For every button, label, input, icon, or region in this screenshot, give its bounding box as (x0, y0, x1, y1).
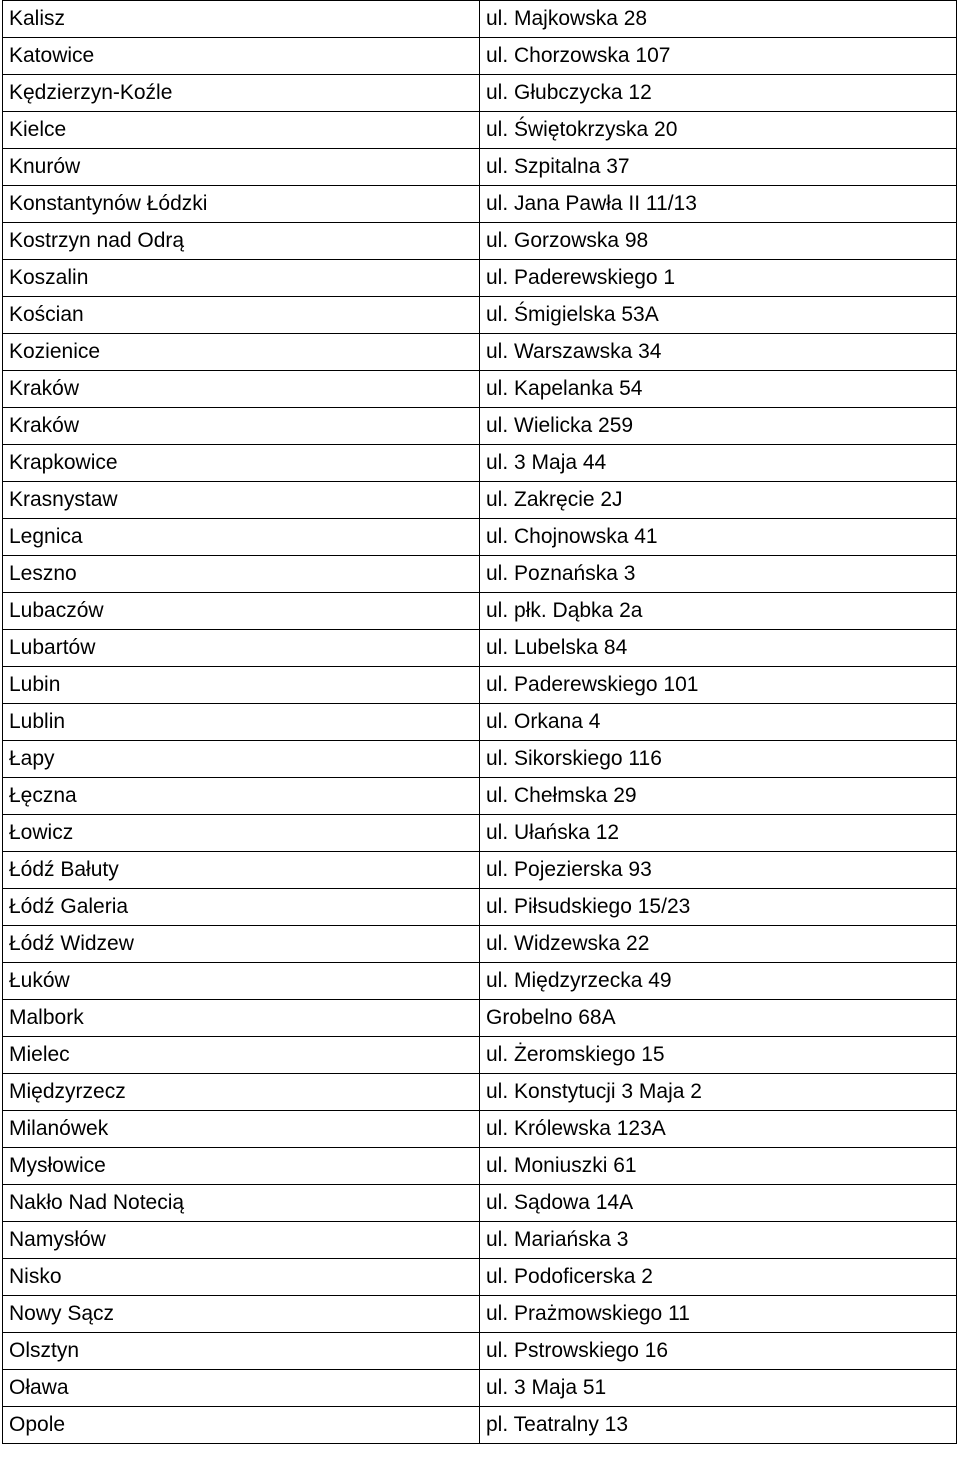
table-row (3, 186, 957, 223)
city-cell: Kostrzyn nad Odrą (3, 223, 480, 260)
street-cell: ul. Prażmowskiego 11 (480, 1296, 957, 1333)
city-cell: Kraków (3, 408, 480, 445)
city-cell: Kalisz (3, 1, 480, 38)
city-cell: Kędzierzyn-Koźle (3, 75, 480, 112)
city-cell: Łuków (3, 963, 480, 1000)
street-cell: ul. płk. Dąbka 2a (480, 593, 957, 630)
street-cell: ul. Lubelska 84 (480, 630, 957, 667)
city-cell: Mysłowice (3, 1148, 480, 1185)
street-cell: ul. Mariańska 3 (480, 1222, 957, 1259)
city-cell: Kozienice (3, 334, 480, 371)
table-row (3, 297, 957, 334)
table-row (3, 630, 957, 667)
table-row (3, 1407, 957, 1444)
city-cell: Koszalin (3, 260, 480, 297)
street-cell: pl. Teatralny 13 (480, 1407, 957, 1444)
city-cell: Legnica (3, 519, 480, 556)
street-cell: ul. Warszawska 34 (480, 334, 957, 371)
city-cell: Mielec (3, 1037, 480, 1074)
city-cell: Łapy (3, 741, 480, 778)
street-cell: ul. Poznańska 3 (480, 556, 957, 593)
table-row (3, 852, 957, 889)
street-cell: ul. Królewska 123A (480, 1111, 957, 1148)
table-row (3, 778, 957, 815)
street-cell: ul. Piłsudskiego 15/23 (480, 889, 957, 926)
city-cell: Nakło Nad Notecią (3, 1185, 480, 1222)
city-cell: Kraków (3, 371, 480, 408)
street-cell: ul. Śmigielska 53A (480, 297, 957, 334)
street-cell: ul. Głubczycka 12 (480, 75, 957, 112)
table-row (3, 1, 957, 38)
city-cell: Łódź Galeria (3, 889, 480, 926)
city-cell: Konstantynów Łódzki (3, 186, 480, 223)
city-cell: Krapkowice (3, 445, 480, 482)
city-cell: Opole (3, 1407, 480, 1444)
street-cell: ul. Sikorskiego 116 (480, 741, 957, 778)
street-cell: ul. Majkowska 28 (480, 1, 957, 38)
table-row (3, 1037, 957, 1074)
city-cell: Łęczna (3, 778, 480, 815)
street-cell: ul. Podoficerska 2 (480, 1259, 957, 1296)
table-row (3, 1333, 957, 1370)
table-row (3, 445, 957, 482)
street-cell: ul. Zakręcie 2J (480, 482, 957, 519)
city-cell: Kielce (3, 112, 480, 149)
table-row (3, 889, 957, 926)
table-row (3, 815, 957, 852)
table-row (3, 1296, 957, 1333)
city-cell: Knurów (3, 149, 480, 186)
table-row (3, 667, 957, 704)
street-cell: ul. Szpitalna 37 (480, 149, 957, 186)
city-cell: Nisko (3, 1259, 480, 1296)
table-row (3, 260, 957, 297)
table-row (3, 1222, 957, 1259)
street-cell: ul. Pojezierska 93 (480, 852, 957, 889)
city-cell: Krasnystaw (3, 482, 480, 519)
street-cell: ul. Świętokrzyska 20 (480, 112, 957, 149)
street-cell: ul. Chełmska 29 (480, 778, 957, 815)
street-cell: ul. Widzewska 22 (480, 926, 957, 963)
street-cell: ul. Chojnowska 41 (480, 519, 957, 556)
city-cell: Łowicz (3, 815, 480, 852)
street-cell: ul. Orkana 4 (480, 704, 957, 741)
street-cell: ul. Chorzowska 107 (480, 38, 957, 75)
table-row (3, 1185, 957, 1222)
city-cell: Lubartów (3, 630, 480, 667)
street-cell: ul. Paderewskiego 101 (480, 667, 957, 704)
street-cell: ul. 3 Maja 51 (480, 1370, 957, 1407)
street-cell: ul. Moniuszki 61 (480, 1148, 957, 1185)
table-row (3, 1111, 957, 1148)
city-cell: Międzyrzecz (3, 1074, 480, 1111)
street-cell: ul. Paderewskiego 1 (480, 260, 957, 297)
city-cell: Milanówek (3, 1111, 480, 1148)
table-row (3, 593, 957, 630)
table-row (3, 1148, 957, 1185)
street-cell: ul. Wielicka 259 (480, 408, 957, 445)
city-cell: Lubin (3, 667, 480, 704)
street-cell: ul. Pstrowskiego 16 (480, 1333, 957, 1370)
city-cell: Nowy Sącz (3, 1296, 480, 1333)
street-cell: ul. Jana Pawła II 11/13 (480, 186, 957, 223)
table-row (3, 741, 957, 778)
street-cell: ul. Sądowa 14A (480, 1185, 957, 1222)
street-cell: Grobelno 68A (480, 1000, 957, 1037)
street-cell: ul. Gorzowska 98 (480, 223, 957, 260)
city-cell: Malbork (3, 1000, 480, 1037)
table-row (3, 223, 957, 260)
table-row (3, 112, 957, 149)
street-cell: ul. Konstytucji 3 Maja 2 (480, 1074, 957, 1111)
street-cell: ul. 3 Maja 44 (480, 445, 957, 482)
city-cell: Lubaczów (3, 593, 480, 630)
address-table (2, 0, 957, 1444)
table-row (3, 1259, 957, 1296)
table-row (3, 1000, 957, 1037)
table-row (3, 1370, 957, 1407)
table-row (3, 334, 957, 371)
table-row (3, 519, 957, 556)
table-row (3, 963, 957, 1000)
city-cell: Lublin (3, 704, 480, 741)
address-table-body (3, 1, 957, 1444)
city-cell: Łódź Widzew (3, 926, 480, 963)
table-row (3, 408, 957, 445)
table-row (3, 556, 957, 593)
table-row (3, 149, 957, 186)
street-cell: ul. Żeromskiego 15 (480, 1037, 957, 1074)
table-row (3, 926, 957, 963)
city-cell: Olsztyn (3, 1333, 480, 1370)
city-cell: Namysłów (3, 1222, 480, 1259)
table-row (3, 482, 957, 519)
table-row (3, 704, 957, 741)
table-row (3, 371, 957, 408)
table-row (3, 1074, 957, 1111)
city-cell: Katowice (3, 38, 480, 75)
city-cell: Oława (3, 1370, 480, 1407)
table-row (3, 75, 957, 112)
city-cell: Kościan (3, 297, 480, 334)
city-cell: Leszno (3, 556, 480, 593)
street-cell: ul. Kapelanka 54 (480, 371, 957, 408)
table-row (3, 38, 957, 75)
city-cell: Łódź Bałuty (3, 852, 480, 889)
street-cell: ul. Międzyrzecka 49 (480, 963, 957, 1000)
street-cell: ul. Ułańska 12 (480, 815, 957, 852)
